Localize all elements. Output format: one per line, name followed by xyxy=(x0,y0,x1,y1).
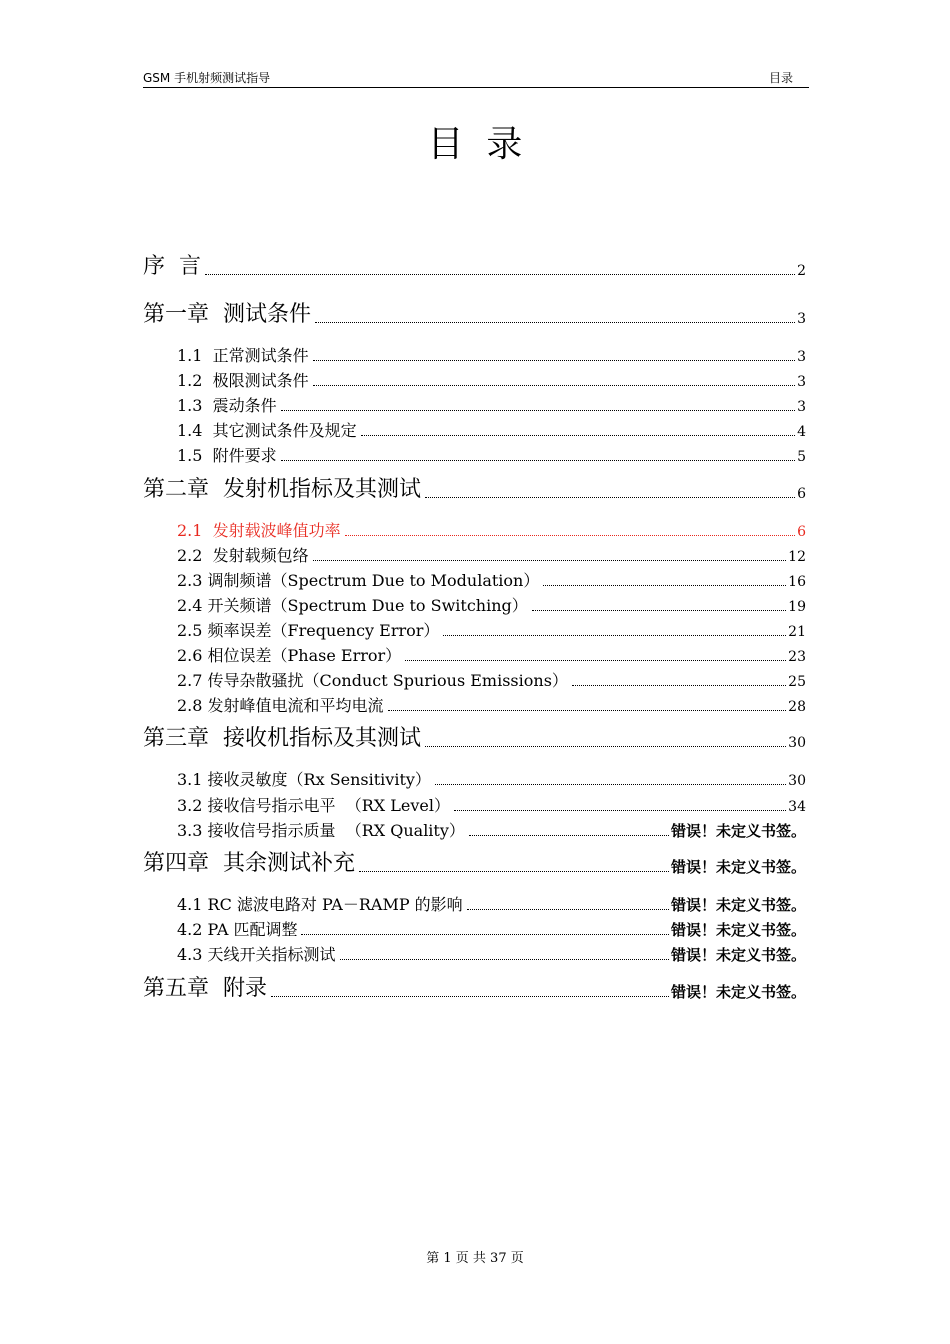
toc-entry[interactable] xyxy=(177,365,806,389)
toc-entry[interactable] xyxy=(177,939,806,963)
toc-entry[interactable] xyxy=(177,690,806,714)
toc-entry[interactable] xyxy=(143,477,806,501)
toc-entry-label: 4.1 RC 滤波电路对 PA－RAMP 的影响 xyxy=(177,895,463,914)
toc-entry-page: 3 xyxy=(797,349,806,365)
toc-dot-leader xyxy=(301,934,669,935)
toc-entry-page: 错误！未定义书签。 xyxy=(670,896,806,914)
toc-entry-page: 23 xyxy=(788,649,806,665)
toc-entry[interactable] xyxy=(177,889,806,913)
toc-entry-page: 3 xyxy=(797,399,806,415)
toc-entry[interactable] xyxy=(177,790,806,814)
toc-entry[interactable] xyxy=(177,764,806,788)
toc-entry-page: 错误！未定义书签。 xyxy=(670,983,806,1001)
toc-entry-page: 6 xyxy=(797,524,806,540)
toc-entry-label: 2.3 调制频谱（Spectrum Due to Modulation） xyxy=(177,571,540,590)
page-footer: 第 1 页 共 37 页 xyxy=(426,1251,524,1266)
toc-dot-leader xyxy=(313,560,787,561)
toc-dot-leader xyxy=(425,497,795,498)
toc-entry-label: 1.1 正常测试条件 xyxy=(177,346,309,365)
toc-entry[interactable] xyxy=(177,590,806,614)
toc-entry-page: 3 xyxy=(797,374,806,390)
toc-entry-label: 第四章 其余测试补充 xyxy=(143,851,355,876)
toc-dot-leader xyxy=(388,710,787,711)
toc-entry-label: 3.2 接收信号指示电平 （RX Level） xyxy=(177,796,450,815)
toc-entry-label: 第一章 测试条件 xyxy=(143,302,311,327)
header-section-title: 目录 xyxy=(768,71,793,85)
toc-dot-leader xyxy=(361,435,795,436)
toc-entry[interactable] xyxy=(177,340,806,364)
toc-entry-page: 34 xyxy=(788,799,806,815)
toc-dot-leader xyxy=(425,746,786,747)
toc-entry[interactable] xyxy=(177,440,806,464)
toc-entry-label: 2.6 相位误差（Phase Error） xyxy=(177,646,402,665)
toc-dot-leader xyxy=(532,610,786,611)
toc-entry[interactable] xyxy=(177,565,806,589)
toc-entry[interactable] xyxy=(177,665,806,689)
toc-entry-label: 3.3 接收信号指示质量 （RX Quality） xyxy=(177,821,465,840)
toc-dot-leader xyxy=(405,660,786,661)
toc-dot-leader xyxy=(345,535,795,536)
toc-dot-leader xyxy=(469,835,669,836)
toc-dot-leader xyxy=(281,460,795,461)
toc-entry-label: 第五章 附录 xyxy=(143,976,267,1001)
toc-entry-label: 1.3 震动条件 xyxy=(177,396,277,415)
toc-entry-label: 2.1 发射载波峰值功率 xyxy=(177,521,341,540)
toc-entry-page: 21 xyxy=(788,624,806,640)
toc-dot-leader xyxy=(443,635,786,636)
toc-entry[interactable] xyxy=(177,914,806,938)
toc-dot-leader xyxy=(543,585,786,586)
toc-entry[interactable] xyxy=(177,415,806,439)
toc-entry-label: 3.1 接收灵敏度（Rx Sensitivity） xyxy=(177,770,431,789)
toc-entry-label: 1.2 极限测试条件 xyxy=(177,371,309,390)
toc-entry-page: 3 xyxy=(797,311,806,327)
toc-entry-page: 28 xyxy=(788,699,806,715)
toc-entry-page: 错误！未定义书签。 xyxy=(670,822,806,840)
toc-entry[interactable] xyxy=(177,815,806,839)
toc-entry[interactable] xyxy=(143,851,806,875)
toc-entry[interactable] xyxy=(143,254,806,278)
toc-dot-leader xyxy=(572,685,786,686)
toc-entry-label: 2.7 传导杂散骚扰（Conduct Spurious Emissions） xyxy=(177,671,568,690)
toc-entry[interactable] xyxy=(177,540,806,564)
toc-entry-page: 错误！未定义书签。 xyxy=(670,946,806,964)
toc-entry[interactable] xyxy=(177,515,806,539)
toc-entry-page: 5 xyxy=(797,449,806,465)
toc-entry-label: 序 言 xyxy=(143,254,201,279)
toc-entry-page: 30 xyxy=(788,773,806,789)
page-header xyxy=(143,66,809,88)
toc-entry-label: 2.8 发射峰值电流和平均电流 xyxy=(177,696,384,715)
toc-dot-leader xyxy=(205,274,795,275)
toc-entry-label: 4.2 PA 匹配调整 xyxy=(177,920,298,939)
toc-entry-page: 25 xyxy=(788,674,806,690)
toc-entry[interactable] xyxy=(177,390,806,414)
toc-dot-leader xyxy=(281,410,795,411)
toc-entry-page: 19 xyxy=(788,599,806,615)
toc-dot-leader xyxy=(315,322,795,323)
toc-entry[interactable] xyxy=(143,302,806,326)
page-title: 目 录 xyxy=(427,124,523,165)
toc-entry-page: 12 xyxy=(788,549,806,565)
toc-dot-leader xyxy=(359,871,669,872)
toc-dot-leader xyxy=(435,784,786,785)
toc-dot-leader xyxy=(340,959,669,960)
toc-entry-label: 1.5 附件要求 xyxy=(177,446,277,465)
toc-dot-leader xyxy=(454,810,786,811)
toc-entry[interactable] xyxy=(177,640,806,664)
toc-entry[interactable] xyxy=(143,726,806,750)
toc-entry-page: 16 xyxy=(788,574,806,590)
toc-entry-label: 2.5 频率误差（Frequency Error） xyxy=(177,621,440,640)
toc-entry-page: 错误！未定义书签。 xyxy=(670,858,806,876)
toc-entry-page: 6 xyxy=(797,486,806,502)
toc-entry-label: 2.4 开关频谱（Spectrum Due to Switching） xyxy=(177,596,528,615)
toc-dot-leader xyxy=(313,385,795,386)
toc-entry-label: 第三章 接收机指标及其测试 xyxy=(143,726,421,751)
toc-entry-label: 1.4 其它测试条件及规定 xyxy=(177,421,357,440)
toc-entry-page: 30 xyxy=(788,735,806,751)
toc-entry[interactable] xyxy=(143,976,806,1000)
toc-dot-leader xyxy=(467,909,669,910)
toc-entry-label: 2.2 发射载频包络 xyxy=(177,546,309,565)
toc-entry-page: 错误！未定义书签。 xyxy=(670,921,806,939)
toc-entry-label: 4.3 天线开关指标测试 xyxy=(177,945,336,964)
toc-entry-page: 4 xyxy=(797,424,806,440)
toc-entry[interactable] xyxy=(177,615,806,639)
toc-entry-label: 第二章 发射机指标及其测试 xyxy=(143,477,421,502)
toc-entry-page: 2 xyxy=(797,263,806,279)
header-document-title: GSM 手机射频测试指导 xyxy=(143,71,271,85)
toc-dot-leader xyxy=(313,360,795,361)
toc-dot-leader xyxy=(271,996,669,997)
